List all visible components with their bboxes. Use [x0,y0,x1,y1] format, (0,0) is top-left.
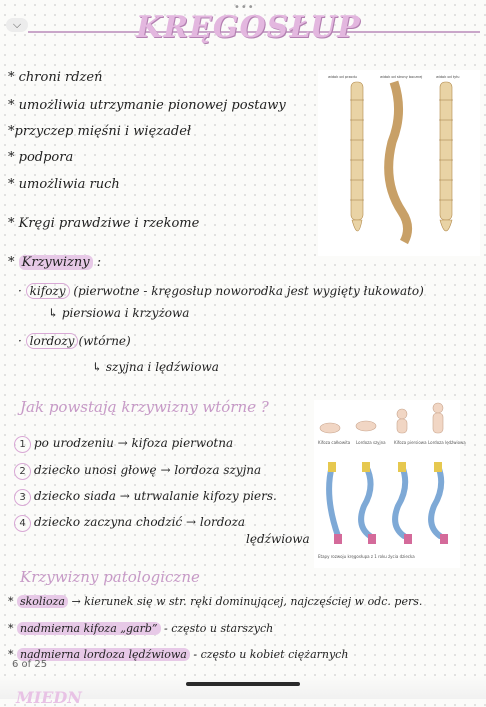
kifozy-line: · kifozy (pierwotne - kręgosłup noworodka jest wygięty łukowato) [18,284,424,298]
figure-caption: Etapy rozwoju kręgosłupa z 1 roku życia dziecka [318,554,415,559]
stage-label: Lordoza szyjna [356,440,386,445]
kifozy-sub: piersiowa i krzyżowa [61,306,190,320]
curves-heading-text: Krzywizny [19,255,93,270]
pathology-term: nadmierna kifoza „garb” [17,622,161,635]
home-indicator[interactable] [186,682,300,686]
lordozy-sub: szyjna i lędźwiowa [105,360,219,374]
handle-dots: ••• [234,2,255,13]
question-heading: Jak powstają krzywizny wtórne ? [20,398,269,416]
next-page-title: MIEDN [16,688,82,707]
step-number: 3 [14,489,31,506]
spine-drawing [318,70,480,256]
pathology-desc: - często u starszych [164,622,274,635]
pathology-item: * nadmierna kifoza „garb” - często u starszych [8,622,274,635]
function-item: * podpora [8,150,74,165]
stage-label: Kifoza całkowita [318,440,351,445]
lordozy-desc: (wtórne) [78,334,131,348]
lordozy-sub-line: ↳ szyjna i lędźwiowa [92,360,219,374]
step-text: po urodzeniu → kifoza pierwotna [34,436,234,450]
function-item: * umożliwia ruch [8,177,120,192]
pathology-term: skolioza [17,595,68,608]
stage-label: Kifoza piersiowa [394,440,427,445]
step-text: dziecko siada → utrwalanie kifozy piers. [34,489,277,503]
collapse-button[interactable]: ⌵ [6,18,28,32]
step-text-cont: lędźwiowa [246,532,310,546]
function-item: * chroni rdzeń [8,70,103,85]
kifozy-label: kifozy [26,283,70,299]
kifozy-sub-line: ↳ piersiowa i krzyżowa [48,306,190,320]
function-item: *przyczep mięśni i więzadeł [8,124,192,139]
stage-label: Lordoza lędźwiowa [428,440,466,445]
kifozy-desc: (pierwotne - kręgosłup noworodka jest wygięty łukowato) [73,284,424,298]
development-drawing [314,400,466,568]
step-number: 2 [14,463,31,480]
pathology-item: * skolioza → kierunek się w str. ręki dominującej, najczęściej w odc. pers. [8,595,423,608]
pathology-item: * nadmierna lordoza lędźwiowa - często u kobiet ciężarnych [8,648,349,661]
curves-heading: * Krzywizny : [8,255,102,270]
vertebrae-note: * Kręgi prawdziwe i rzekome [8,216,200,231]
pathology-desc: - często u kobiet ciężarnych [193,648,349,661]
lordozy-label: lordozy [26,333,79,349]
step-text: dziecko unosi głowę → lordoza szyjna [34,463,262,477]
development-illustration [314,400,466,568]
lordozy-line: · lordozy (wtórne) [18,334,131,348]
spine-label-front: widok od przodu [328,75,357,79]
spine-label-back: widok od tyłu [436,75,460,79]
step-number: 1 [14,436,31,453]
page-counter: 6 of 25 [12,659,48,670]
pathology-desc: → kierunek się w str. ręki dominującej, najczęściej w odc. pers. [71,595,423,608]
spine-label-side: widok od strony bocznej [380,75,423,79]
pathology-term: nadmierna lordoza lędźwiowa [17,648,190,661]
step-text: dziecko zaczyna chodzić → lordoza [34,515,246,529]
page-title: KRĘGOSŁUP [136,10,361,45]
function-item: * umożliwia utrzymanie pionowej postawy [8,98,286,113]
step-number: 4 [14,515,31,532]
spine-illustration [318,70,480,256]
pathology-heading: Krzywizny patologiczne [20,568,200,586]
